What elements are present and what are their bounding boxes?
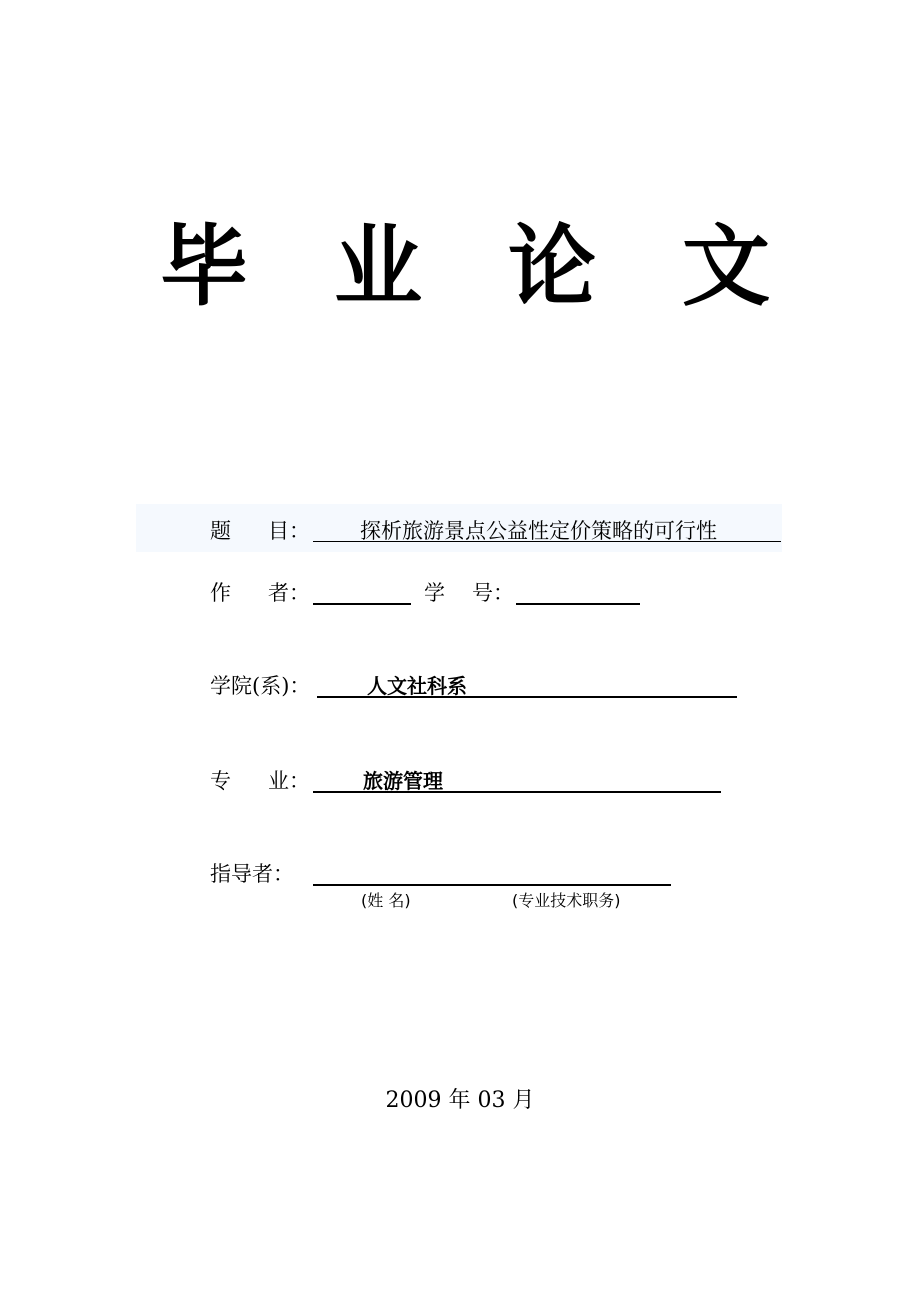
department-label: 学院(系)：: [210, 674, 311, 698]
submission-date: 2009 年 03 月: [385, 1088, 535, 1113]
main-title: [160, 212, 770, 322]
student-id-label-1: 学: [424, 581, 445, 605]
student-id-field[interactable]: [516, 577, 640, 605]
author-field[interactable]: [313, 577, 411, 605]
author-label-1: 作: [210, 581, 231, 605]
topic-label-2: 目：: [268, 519, 310, 543]
main-title-char: 文: [681, 215, 770, 318]
author-label-2: 者：: [268, 581, 310, 605]
major-value[interactable]: 旅游管理: [363, 769, 443, 793]
topic-value[interactable]: 探析旅游景点公益性定价策略的可行性: [360, 519, 717, 543]
advisor-title-caption: (专业技术职务): [512, 891, 621, 910]
advisor-field[interactable]: [313, 858, 671, 886]
major-label-2: 业：: [268, 769, 310, 793]
advisor-label: 指导者：: [210, 862, 294, 886]
main-title-char: 论: [507, 215, 596, 318]
main-title-char: 业: [333, 215, 422, 318]
main-title-char: 毕: [160, 215, 249, 318]
student-id-label-2: 号：: [472, 581, 514, 605]
topic-label-1: 题: [210, 519, 231, 543]
department-value[interactable]: 人文社科系: [367, 674, 467, 698]
advisor-name-caption: (姓 名): [361, 891, 411, 910]
major-label-1: 专: [210, 769, 231, 793]
